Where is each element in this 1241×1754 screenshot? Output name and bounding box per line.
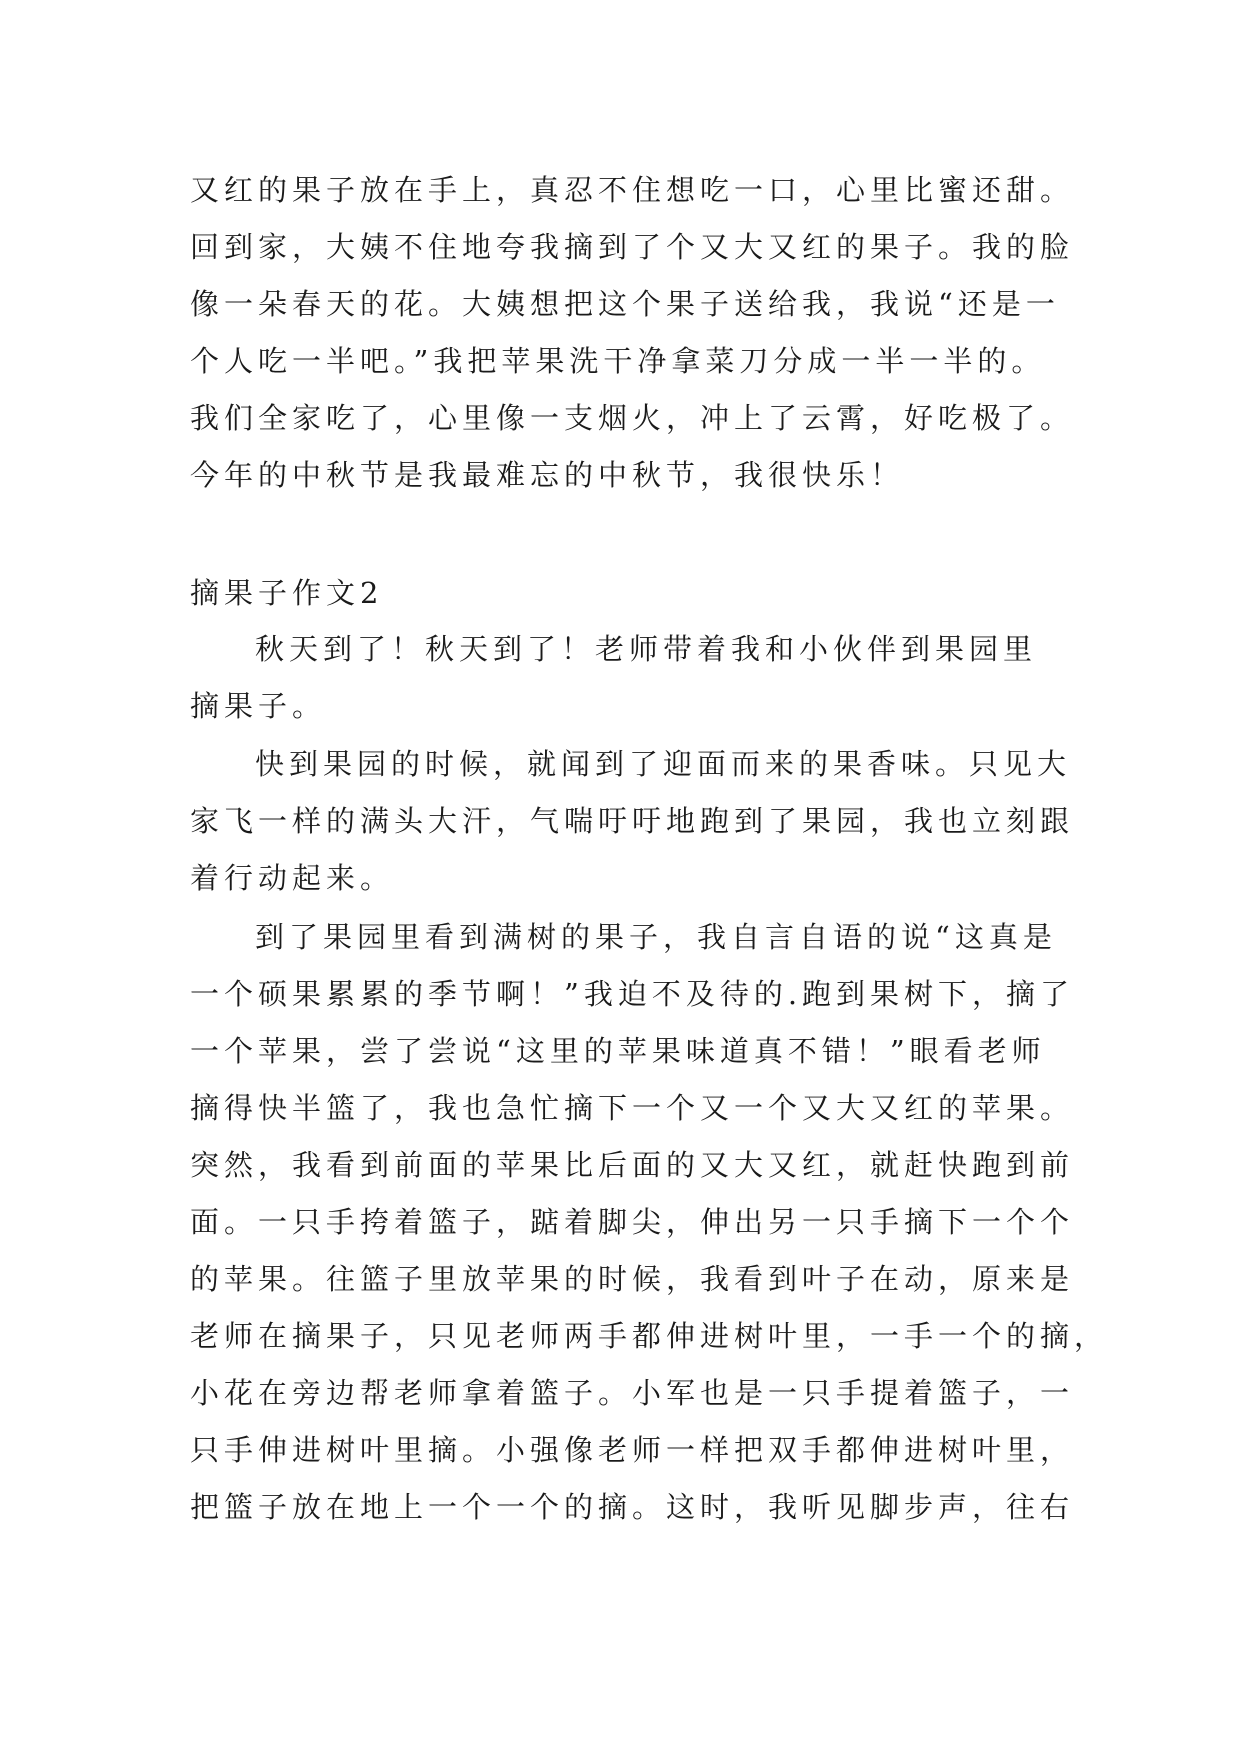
text-line: 突然，我看到前面的苹果比后面的又大又红，就赶快跑到前: [190, 1148, 1075, 1182]
text-line: 把篮子放在地上一个一个的摘。这时，我听见脚步声，往右: [190, 1490, 1075, 1524]
text-line: 回到家，大姨不住地夸我摘到了个又大又红的果子。我的脸: [190, 230, 1075, 264]
text-line: 到了果园里看到满树的果子，我自言自语的说“这真是: [255, 920, 1057, 954]
text-line: 摘得快半篮了，我也急忙摘下一个又一个又大又红的苹果。: [190, 1091, 1075, 1125]
text-line: 一个硕果累累的季节啊！”我迫不及待的.跑到果树下，摘了: [190, 977, 1075, 1011]
text-line: 一个苹果，尝了尝说“这里的苹果味道真不错！”眼看老师: [190, 1034, 1046, 1068]
text-line: 秋天到了！秋天到了！老师带着我和小伙伴到果园里: [255, 632, 1038, 666]
text-line: 家飞一样的满头大汗，气喘吁吁地跑到了果园，我也立刻跟: [190, 804, 1075, 838]
section-heading: 摘果子作文2: [190, 576, 384, 610]
text-line: 我们全家吃了，心里像一支烟火，冲上了云霄，好吃极了。: [190, 401, 1075, 435]
text-line: 摘果子。: [190, 689, 327, 723]
text-line: 快到果园的时候，就闻到了迎面而来的果香味。只见大: [255, 747, 1072, 781]
text-line: 小花在旁边帮老师拿着篮子。小军也是一只手提着篮子，一: [190, 1376, 1075, 1410]
text-line: 着行动起来。: [190, 861, 395, 895]
text-line: 像一朵春天的花。大姨想把这个果子送给我，我说“还是一: [190, 287, 1060, 321]
text-line: 又红的果子放在手上，真忍不住想吃一口，心里比蜜还甜。: [190, 173, 1075, 207]
text-line: 今年的中秋节是我最难忘的中秋节，我很快乐！: [190, 458, 905, 492]
text-line: 面。一只手挎着篮子，踮着脚尖，伸出另一只手摘下一个个: [190, 1205, 1075, 1239]
text-line: 个人吃一半吧。”我把苹果洗干净拿菜刀分成一半一半的。: [190, 344, 1046, 378]
text-line: 的苹果。往篮子里放苹果的时候，我看到叶子在动，原来是: [190, 1262, 1075, 1296]
text-line: 只手伸进树叶里摘。小强像老师一样把双手都伸进树叶里，: [190, 1433, 1075, 1467]
text-line: 老师在摘果子，只见老师两手都伸进树叶里，一手一个的摘，: [190, 1319, 1109, 1353]
